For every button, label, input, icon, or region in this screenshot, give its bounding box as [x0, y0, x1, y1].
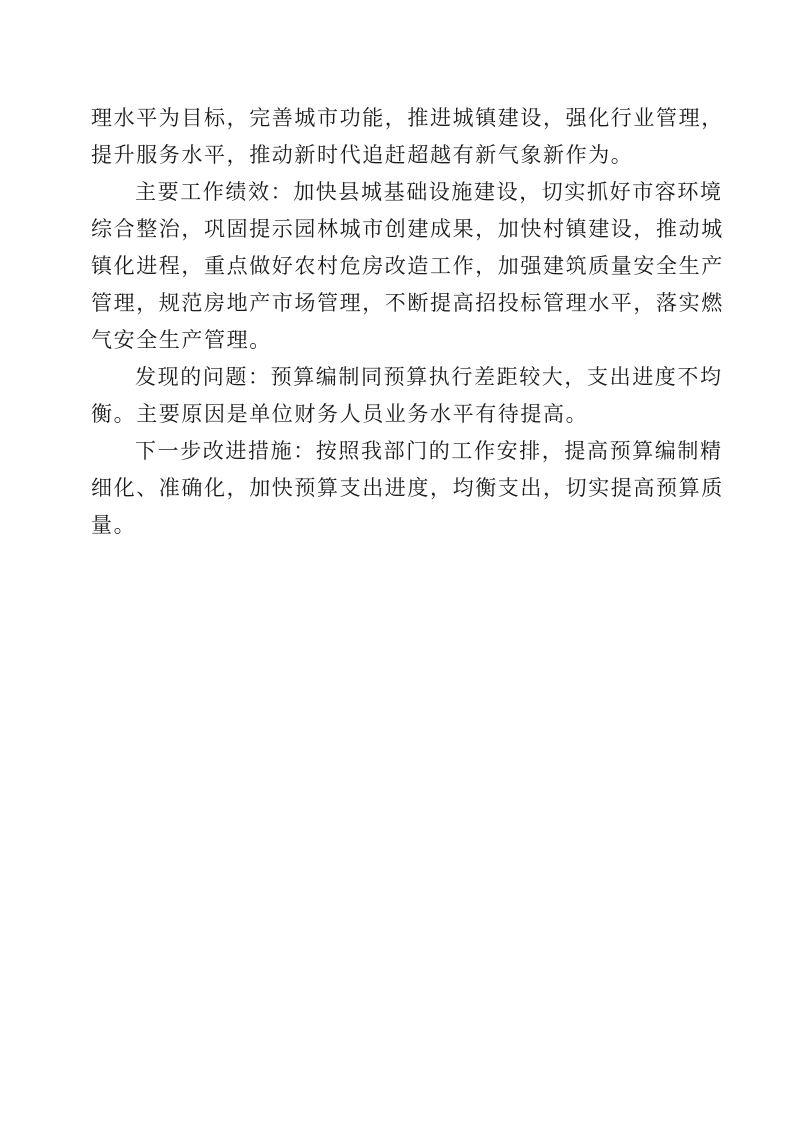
text-line-5: 镇化进程，重点做好农村危房改造工作，加强建筑质量安全生产 — [91, 254, 724, 278]
text-line-8: 发现的问题：预算编制同预算执行差距较大，支出进度不均 — [135, 365, 723, 389]
text-line-12: 量。 — [91, 513, 137, 537]
text-line-10: 下一步改进措施：按照我部门的工作安排，提高预算编制精 — [135, 439, 723, 463]
text-line-9: 衡。主要原因是单位财务人员业务水平有待提高。 — [91, 402, 589, 426]
text-line-2: 提升服务水平，推动新时代追赶超越有新气象新作为。 — [91, 143, 634, 167]
text-line-3: 主要工作绩效：加快县城基础设施建设，切实抓好市容环境 — [135, 180, 723, 204]
document-body — [91, 100, 724, 544]
text-line-11: 细化、准确化，加快预算支出进度，均衡支出，切实提高预算质 — [91, 476, 724, 500]
text-line-7: 气安全生产管理。 — [91, 328, 272, 352]
text-line-1: 理水平为目标，完善城市功能，推进城镇建设，强化行业管理， — [91, 106, 724, 130]
text-line-6: 管理，规范房地产市场管理，不断提高招投标管理水平，落实燃 — [91, 291, 724, 315]
text-line-4: 综合整治，巩固提示园林城市创建成果，加快村镇建设，推动城 — [91, 217, 724, 241]
